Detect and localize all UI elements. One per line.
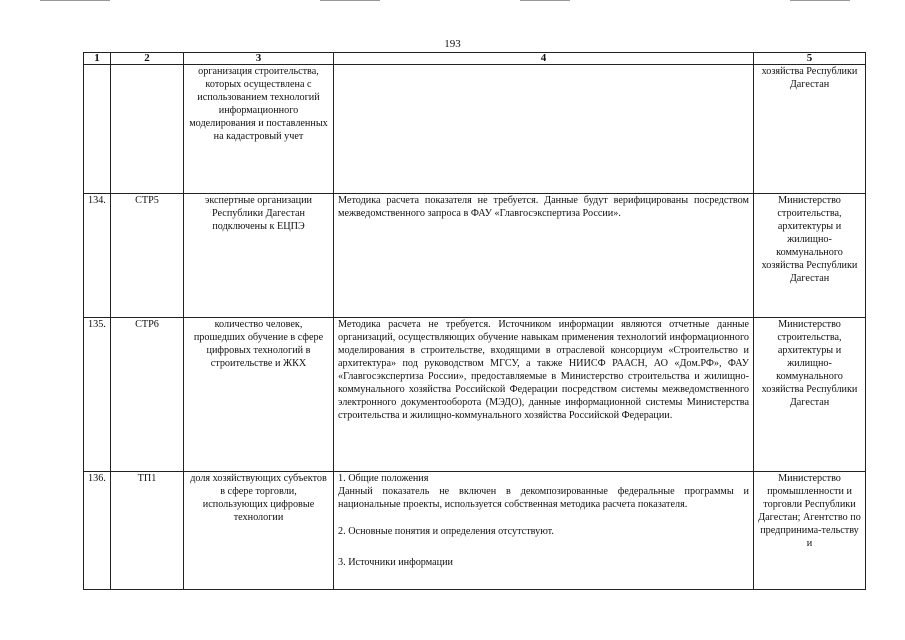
column-header: 2 <box>111 53 184 65</box>
scan-artifact-line <box>40 0 110 1</box>
table-header-row <box>84 53 866 65</box>
column-header: 4 <box>334 53 754 65</box>
page-number: 193 <box>444 38 461 50</box>
row-responsible: хозяйства Республики Дагестан <box>754 65 866 194</box>
row-indicator-name: экспертные организации Республики Дагестан подключены к ЕЦПЭ <box>184 194 334 318</box>
row-code: СТР5 <box>111 194 184 318</box>
table-row <box>84 194 866 318</box>
row-indicator-name: количество человек, прошедших обучение в сфере цифровых технологий в строительстве и ЖКХ <box>184 318 334 472</box>
row-method <box>334 318 754 472</box>
table-row <box>84 65 866 194</box>
row-number: 135. <box>84 318 111 472</box>
row-code <box>111 65 184 194</box>
method-paragraph: Методика расчета показателя не требуется. Данные будут верифицированы посредством межведомственного запроса в ФАУ «Главгосэкспертиза России». <box>338 195 749 219</box>
table-row <box>84 472 866 590</box>
row-responsible: Министерство строительства, архитектуры и жилищно-коммунального хозяйства Республики Дагестан <box>754 318 866 472</box>
column-header: 3 <box>184 53 334 65</box>
row-method <box>334 65 754 194</box>
row-code: СТР6 <box>111 318 184 472</box>
indicators-table <box>83 52 866 590</box>
row-responsible: Министерство промышленности и торговли Республики Дагестан; Агентство по предпринима-тельству и <box>754 472 866 590</box>
row-method <box>334 472 754 590</box>
row-number: 136. <box>84 472 111 590</box>
method-paragraph: Методика расчета не требуется. Источником информации являются отчетные данные организаций, осуществляющих обучение навыкам применения технологий информационного моделирования в строительстве, входящими в отраслевой консорциум «Строительство и архитектура» под руководством МГСУ, а также НИИСФ РААСН, АО «Дом.РФ», ФАУ «Главгосэкспертиза России», предоставляемые в Министерство строительства и жилищно-коммунального хозяйства Российской Федерации посредством системы межведомственного электронного документооборота (МЭДО), данные информационной системы Министерства строительства и жилищно-коммунального хозяйства Российской Федерации. <box>338 319 749 421</box>
method-heading: 1. Общие положения <box>338 473 429 484</box>
scan-artifact-line <box>790 0 850 1</box>
row-number <box>84 65 111 194</box>
method-paragraph: Данный показатель не включен в декомпозированные федеральные программы и национальные проекты, используется собственная методика расчета показателя. <box>338 485 749 510</box>
method-heading: 3. Источники информации <box>338 556 453 568</box>
row-indicator-name: доля хозяйствующих субъектов в сфере торговли, использующих цифровые технологии <box>184 472 334 590</box>
column-header: 1 <box>84 53 111 65</box>
row-number: 134. <box>84 194 111 318</box>
row-indicator-name: организация строительства, которых осуществлена с использованием технологий информационного моделирования и поставленных на кадастровый учет <box>184 65 334 194</box>
column-header: 5 <box>754 53 866 65</box>
scan-artifact-line <box>320 0 380 1</box>
row-code: ТП1 <box>111 472 184 590</box>
method-heading: 2. Основные понятия и определения отсутствуют. <box>338 525 554 537</box>
scan-artifact-line <box>520 0 570 1</box>
table-row <box>84 318 866 472</box>
row-responsible: Министерство строительства, архитектуры и жилищно-коммунального хозяйства Республики Дагестан <box>754 194 866 318</box>
row-method <box>334 194 754 318</box>
